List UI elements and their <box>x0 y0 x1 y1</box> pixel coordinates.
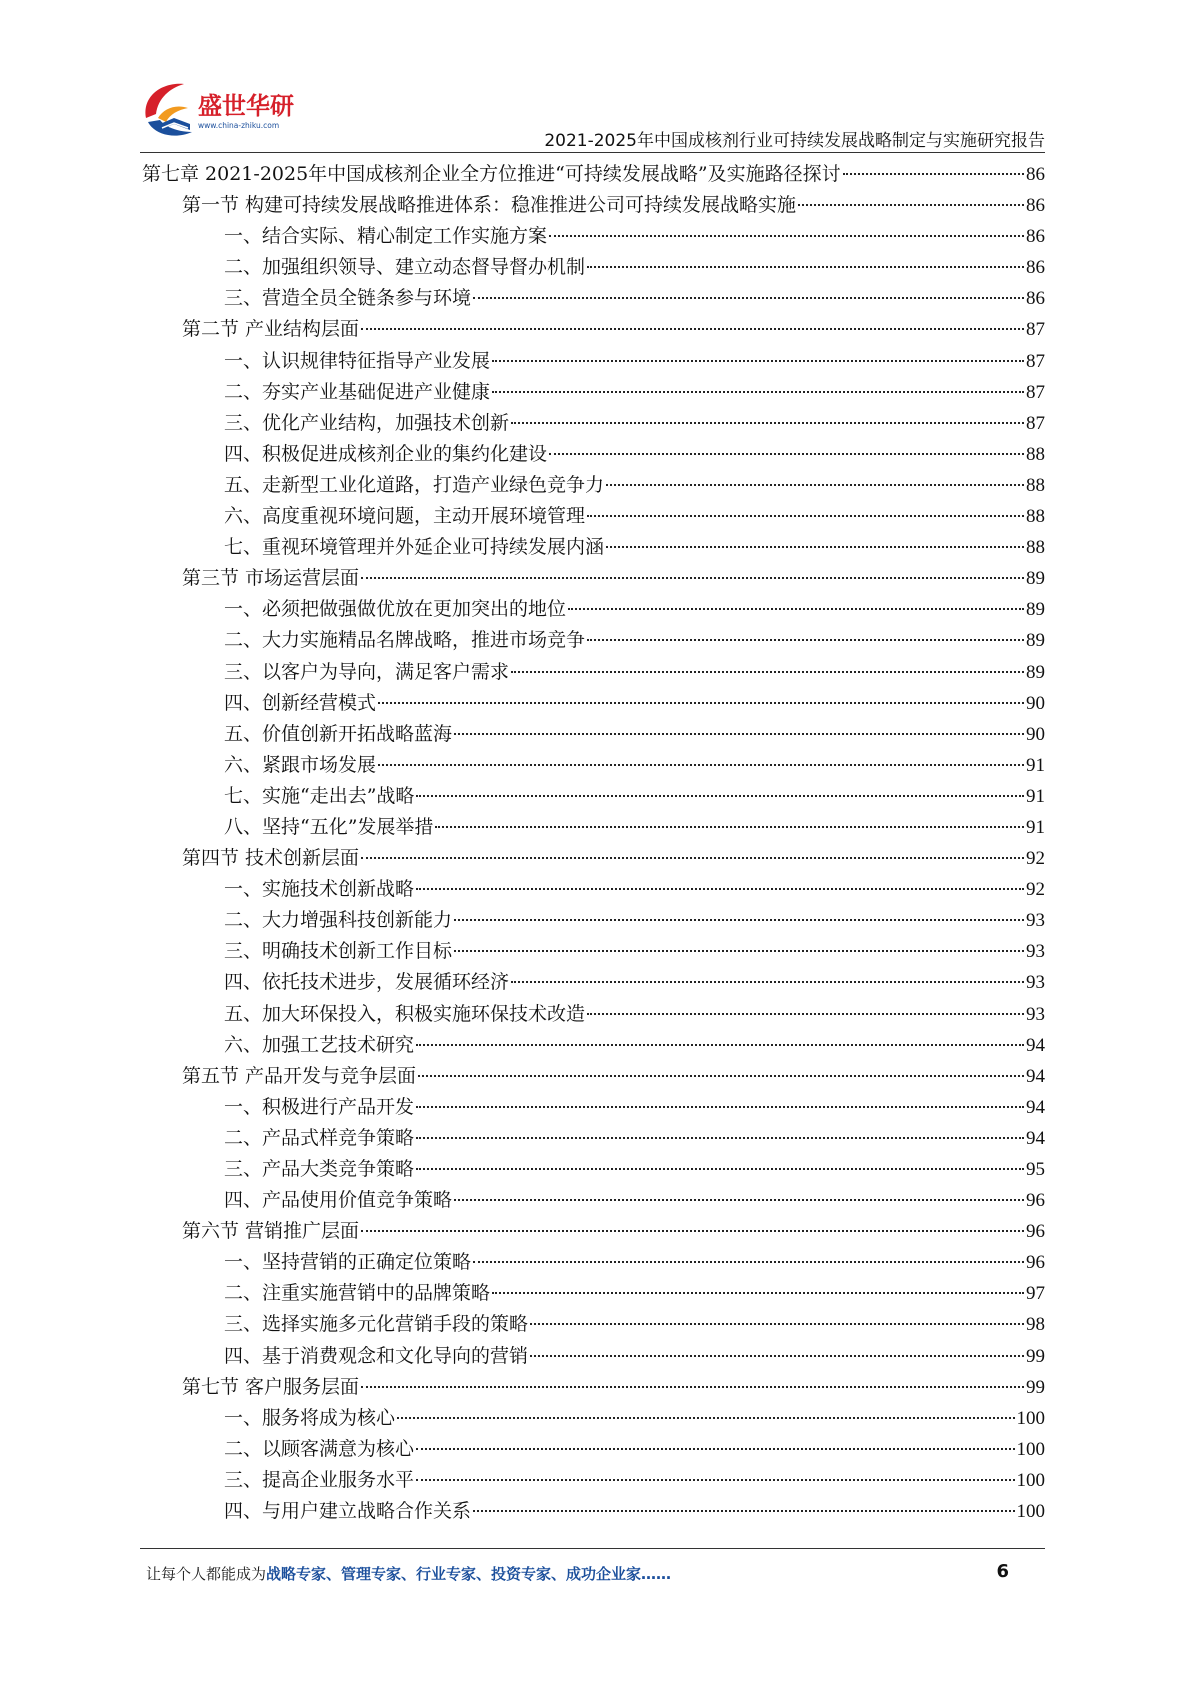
header-divider <box>140 152 1045 153</box>
toc-dot-leader <box>416 1044 1024 1046</box>
toc-entry-title: 二、夯实产业基础促进产业健康 <box>224 380 491 403</box>
toc-entry-item[interactable] <box>140 221 1045 252</box>
toc-entry-page: 86 <box>1026 164 1045 185</box>
toc-entry-title: 六、高度重视环境问题，主动开展环境管理 <box>224 505 586 528</box>
toc-entry-item[interactable] <box>140 1496 1045 1527</box>
toc-dot-leader <box>511 671 1024 673</box>
toc-entry-title: 四、创新经营模式 <box>224 691 377 714</box>
toc-entry-title: 一、服务将成为核心 <box>224 1406 396 1429</box>
toc-entry-title: 四、产品使用价值竞争策略 <box>224 1189 453 1212</box>
toc-entry-page: 96 <box>1026 1190 1045 1212</box>
toc-dot-leader <box>454 950 1024 952</box>
toc-entry-item[interactable] <box>140 346 1045 377</box>
toc-entry-item[interactable] <box>140 1092 1045 1123</box>
toc-entry-item[interactable] <box>140 967 1045 998</box>
toc-dot-leader <box>361 328 1024 330</box>
toc-dot-leader <box>530 1323 1024 1325</box>
toc-entry-page: 92 <box>1026 879 1045 901</box>
toc-entry-page: 91 <box>1026 816 1045 838</box>
toc-entry-item[interactable] <box>140 688 1045 719</box>
toc-entry-title: 一、实施技术创新战略 <box>224 878 415 901</box>
toc-entry-item[interactable] <box>140 1278 1045 1309</box>
toc-entry-page: 93 <box>1026 910 1045 932</box>
toc-dot-leader <box>606 484 1024 486</box>
toc-entry-title: 四、与用户建立战略合作关系 <box>224 1500 472 1523</box>
toc-entry-page: 90 <box>1026 723 1045 745</box>
toc-entry-title: 八、坚持“五化”发展举措 <box>224 815 434 838</box>
toc-entry-item[interactable] <box>140 1154 1045 1185</box>
toc-entry-page: 86 <box>1026 226 1045 248</box>
toc-entry-section[interactable] <box>140 1061 1045 1092</box>
toc-dot-leader <box>473 297 1024 299</box>
toc-entry-page: 87 <box>1026 412 1045 434</box>
toc-entry-page: 97 <box>1026 1283 1045 1305</box>
toc-dot-leader <box>587 639 1024 641</box>
toc-entry-title: 二、以顾客满意为核心 <box>224 1437 415 1460</box>
toc-entry-page: 87 <box>1026 381 1045 403</box>
slogan-lead: 让每个人都能成为 <box>146 1565 267 1583</box>
toc-entry-item[interactable] <box>140 719 1045 750</box>
toc-entry-page: 100 <box>1016 1469 1045 1491</box>
toc-entry-section[interactable] <box>140 190 1045 221</box>
toc-entry-title: 五、价值创新开拓战略蓝海 <box>224 722 453 745</box>
toc-dot-leader <box>361 577 1024 579</box>
toc-dot-leader <box>418 1075 1024 1077</box>
toc-dot-leader <box>454 919 1024 921</box>
toc-dot-leader <box>473 1510 1014 1512</box>
footer-slogan <box>146 1563 671 1584</box>
toc-dot-leader <box>416 795 1024 797</box>
toc-entry-title: 二、产品式样竞争策略 <box>224 1126 415 1149</box>
toc-entry-title: 四、基于消费观念和文化导向的营销 <box>224 1344 529 1367</box>
toc-entry-title: 一、认识规律特征指导产业发展 <box>224 349 491 372</box>
toc-entry-title: 三、提高企业服务水平 <box>224 1468 415 1491</box>
toc-dot-leader <box>492 360 1024 362</box>
toc-entry-title: 三、以客户为导向，满足客户需求 <box>224 660 510 683</box>
toc-entry-title: 二、大力增强科技创新能力 <box>224 909 453 932</box>
toc-entry-title: 三、优化产业结构，加强技术创新 <box>224 411 510 434</box>
toc-entry-item[interactable] <box>140 252 1045 283</box>
toc-entry-section[interactable] <box>140 1372 1045 1403</box>
toc-entry-title: 七、实施“走出去”战略 <box>224 784 415 807</box>
toc-entry-page: 89 <box>1026 661 1045 683</box>
toc-entry-page: 96 <box>1026 1221 1045 1243</box>
company-logo <box>140 78 340 148</box>
toc-entry-page: 89 <box>1026 568 1045 590</box>
toc-entry-item[interactable] <box>140 657 1045 688</box>
toc-entry-title: 三、产品大类竞争策略 <box>224 1158 415 1180</box>
toc-entry-page: 88 <box>1026 506 1045 528</box>
toc-entry-page: 98 <box>1026 1314 1045 1336</box>
toc-dot-leader <box>378 702 1024 704</box>
toc-entry-item[interactable] <box>140 812 1045 843</box>
toc-entry-page: 92 <box>1026 848 1045 870</box>
toc-entry-item[interactable] <box>140 1030 1045 1061</box>
toc-entry-page: 100 <box>1016 1407 1045 1429</box>
toc-entry-page: 88 <box>1026 474 1045 496</box>
toc-dot-leader <box>492 391 1024 393</box>
toc-entry-item[interactable] <box>140 439 1045 470</box>
toc-entry-section[interactable] <box>140 314 1045 345</box>
toc-entry-item[interactable] <box>140 408 1045 439</box>
toc-entry-item[interactable] <box>140 1403 1045 1434</box>
toc-dot-leader <box>361 857 1024 859</box>
svg-text:盛世华研: 盛世华研 <box>198 92 294 120</box>
toc-entry-section[interactable] <box>140 843 1045 874</box>
toc-entry-item[interactable] <box>140 874 1045 905</box>
toc-entry-title: 第七节 客户服务层面 <box>182 1375 360 1398</box>
toc-entry-title: 一、坚持营销的正确定位策略 <box>224 1251 472 1274</box>
toc-entry-page: 91 <box>1026 785 1045 807</box>
toc-entry-item[interactable] <box>140 1123 1045 1154</box>
toc-entry-title: 五、加大环保投入，积极实施环保技术改造 <box>224 1002 586 1025</box>
toc-entry-page: 87 <box>1026 350 1045 372</box>
toc-entry-item[interactable] <box>140 470 1045 501</box>
toc-entry-page: 91 <box>1026 754 1045 776</box>
footer-divider <box>140 1548 1045 1549</box>
toc-entry-item[interactable] <box>140 1434 1045 1465</box>
toc-entry-title: 三、营造全员全链条参与环境 <box>224 287 472 310</box>
toc-dot-leader <box>587 266 1024 268</box>
toc-entry-page: 96 <box>1026 1252 1045 1274</box>
toc-entry-page: 94 <box>1026 1065 1045 1087</box>
toc-entry-page: 90 <box>1026 692 1045 714</box>
toc-entry-title: 一、积极进行产品开发 <box>224 1095 415 1118</box>
toc-dot-leader <box>549 235 1024 237</box>
toc-entry-page: 88 <box>1026 443 1045 465</box>
toc-entry-title: 五、走新型工业化道路，打造产业绿色竞争力 <box>224 473 605 496</box>
toc-dot-leader <box>416 1106 1024 1108</box>
toc-entry-item[interactable] <box>140 1341 1045 1372</box>
toc-entry-item[interactable] <box>140 501 1045 532</box>
toc-entry-page: 86 <box>1026 257 1045 279</box>
toc-dot-leader <box>511 981 1024 983</box>
toc-entry-title: 七、重视环境管理并外延企业可持续发展内涵 <box>224 536 605 559</box>
toc-entry-chapter[interactable] <box>140 159 1045 190</box>
toc-entry-title: 一、必须把做强做优放在更加突出的地位 <box>224 598 567 621</box>
toc-entry-title: 四、积极促进成核剂企业的集约化建设 <box>224 442 548 465</box>
toc-entry-item[interactable] <box>140 936 1045 967</box>
toc-dot-leader <box>492 1292 1024 1294</box>
toc-entry-title: 六、紧跟市场发展 <box>224 753 377 776</box>
toc-entry-page: 87 <box>1026 319 1045 341</box>
toc-entry-title: 一、结合实际、精心制定工作实施方案 <box>224 225 548 248</box>
toc-dot-leader <box>549 453 1024 455</box>
toc-entry-page: 93 <box>1026 1003 1045 1025</box>
toc-dot-leader <box>454 733 1024 735</box>
toc-entry-item[interactable] <box>140 377 1045 408</box>
toc-entry-section[interactable] <box>140 563 1045 594</box>
toc-entry-page: 94 <box>1026 1127 1045 1149</box>
toc-entry-item[interactable] <box>140 750 1045 781</box>
toc-entry-page: 89 <box>1026 599 1045 621</box>
toc-entry-item[interactable] <box>140 1185 1045 1216</box>
toc-entry-page: 99 <box>1026 1345 1045 1367</box>
toc-entry-page: 93 <box>1026 972 1045 994</box>
toc-dot-leader <box>454 1199 1024 1201</box>
slogan-highlight: 战略专家、管理专家、行业专家、投资专家、成功企业家…… <box>266 1565 672 1583</box>
toc-entry-page: 94 <box>1026 1034 1045 1056</box>
toc-dot-leader <box>416 1137 1024 1139</box>
toc-entry-page: 99 <box>1026 1376 1045 1398</box>
toc-entry-title: 第四节 技术创新层面 <box>182 847 360 870</box>
toc-dot-leader <box>361 1230 1024 1232</box>
toc-entry-item[interactable] <box>140 594 1045 625</box>
toc-entry-page: 86 <box>1026 195 1045 217</box>
toc-entry-title: 第一节 构建可持续发展战略推进体系：稳准推进公司可持续发展战略实施 <box>182 194 797 217</box>
toc-entry-item[interactable] <box>140 283 1045 314</box>
toc-dot-leader <box>416 888 1024 890</box>
toc-dot-leader <box>416 1168 1024 1170</box>
toc-dot-leader <box>568 608 1024 610</box>
toc-dot-leader <box>798 204 1024 206</box>
toc-dot-leader <box>397 1417 1014 1419</box>
toc-dot-leader <box>361 1386 1024 1388</box>
toc-entry-item[interactable] <box>140 781 1045 812</box>
logo-mark-icon <box>140 78 340 148</box>
toc-entry-item[interactable] <box>140 1247 1045 1278</box>
toc-dot-leader <box>530 1355 1024 1357</box>
toc-entry-item[interactable] <box>140 905 1045 936</box>
page-header <box>140 78 1045 158</box>
toc-entry-title: 第五节 产品开发与竞争层面 <box>182 1064 417 1087</box>
toc-entry-page: 100 <box>1016 1501 1045 1523</box>
toc-entry-title: 第三节 市场运营层面 <box>182 567 360 590</box>
toc-entry-title: 第二节 产业结构层面 <box>182 318 360 341</box>
toc-dot-leader <box>606 546 1024 548</box>
toc-entry-page: 94 <box>1026 1096 1045 1118</box>
toc-entry-page: 86 <box>1026 288 1045 310</box>
toc-entry-page: 95 <box>1026 1159 1045 1180</box>
toc-entry-title: 第六节 营销推广层面 <box>182 1220 360 1243</box>
toc-entry-title: 第七章 2021-2025年中国成核剂企业全方位推进“可持续发展战略”及实施路径探讨 <box>142 163 841 185</box>
toc-entry-title: 六、加强工艺技术研究 <box>224 1033 415 1056</box>
report-title: 2021-2025年中国成核剂行业可持续发展战略制定与实施研究报告 <box>544 131 1045 151</box>
toc-entry-page: 89 <box>1026 630 1045 652</box>
toc-entry-item[interactable] <box>140 999 1045 1030</box>
toc-dot-leader <box>587 1013 1024 1015</box>
toc-dot-leader <box>416 1448 1014 1450</box>
svg-text:www.china-zhiku.com: www.china-zhiku.com <box>198 121 280 130</box>
toc-entry-item[interactable] <box>140 532 1045 563</box>
toc-entry-item[interactable] <box>140 1309 1045 1340</box>
page-footer <box>140 1563 1045 1593</box>
toc-dot-leader <box>378 764 1024 766</box>
table-of-contents <box>140 159 1045 1527</box>
toc-dot-leader <box>843 173 1024 175</box>
toc-entry-item[interactable] <box>140 1465 1045 1496</box>
toc-dot-leader <box>435 826 1024 828</box>
toc-dot-leader <box>587 515 1024 517</box>
toc-entry-title: 三、明确技术创新工作目标 <box>224 940 453 963</box>
toc-dot-leader <box>416 1479 1014 1481</box>
toc-entry-page: 88 <box>1026 537 1045 559</box>
toc-dot-leader <box>473 1261 1024 1263</box>
page-number: 6 <box>996 1561 1009 1582</box>
toc-dot-leader <box>511 422 1024 424</box>
toc-entry-title: 二、大力实施精品名牌战略，推进市场竞争 <box>224 629 586 652</box>
toc-entry-title: 四、依托技术进步，发展循环经济 <box>224 971 510 994</box>
toc-entry-title: 二、加强组织领导、建立动态督导督办机制 <box>224 256 586 279</box>
toc-entry-page: 100 <box>1016 1438 1045 1460</box>
toc-entry-title: 三、选择实施多元化营销手段的策略 <box>224 1313 529 1336</box>
toc-entry-title: 二、注重实施营销中的品牌策略 <box>224 1282 491 1305</box>
toc-entry-item[interactable] <box>140 625 1045 656</box>
toc-entry-page: 93 <box>1026 941 1045 963</box>
toc-entry-section[interactable] <box>140 1216 1045 1247</box>
